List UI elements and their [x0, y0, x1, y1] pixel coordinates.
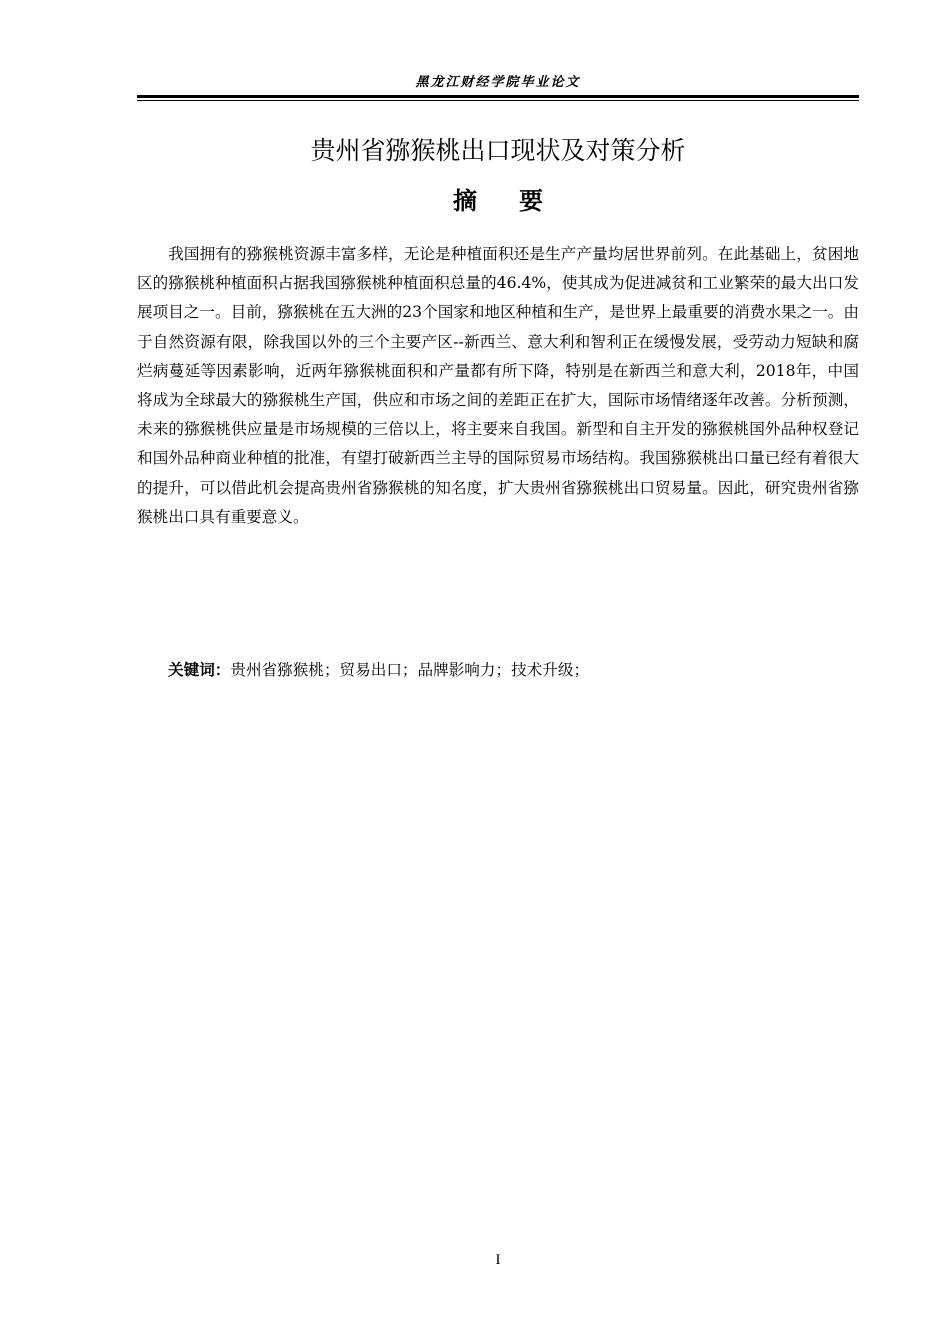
keywords-text: 贵州省猕猴桃；贸易出口；品牌影响力；技术升级； — [230, 661, 590, 679]
document-title: 贵州省猕猴桃出口现状及对策分析 — [310, 136, 686, 165]
abstract-body: 我国拥有的猕猴桃资源丰富多样，无论是种植面积还是生产产量均居世界前列。在此基础上，贫困地区的猕猴桃种植面积占据我国猕猴桃种植面积总量的46.4%，使其成为促进减贫和工业繁荣的最大出口发展项目之一。目前，猕猴桃在五大洲的23个国家和地区种植和生产，是世界上最重要的消费水果之一。由于自然资源有限，除我国以外的三个主要产区--新西兰、意大利和智利正在缓慢发展，受劳动力短缺和腐烂病蔓延等因素影响，近两年猕猴桃面积和产量都有所下降，特别是在新西兰和意大利，2018年，中国将成为全球最大的猕猴桃生产国，供应和市场之间的差距正在扩大，国际市场情绪逐年改善。分析预测，未来的猕猴桃供应量是市场规模的三倍以上，将主要来自我国。新型和自主开发的猕猴桃国外品种权登记和国外品种商业种植的批准，有望打破新西兰主导的国际贸易市场结构。我国猕猴桃出口量已经有着很大的提升，可以借此机会提高贵州省猕猴桃的知名度，扩大贵州省猕猴桃出口贸易量。因此，研究贵州省猕猴桃出口具有重要意义。 — [137, 245, 859, 526]
keywords-label: 关键词： — [168, 661, 231, 679]
header-rule-thick — [137, 95, 859, 98]
header-rule-thin — [137, 100, 859, 101]
running-header: 黑龙江财经学院毕业论文 — [415, 75, 581, 90]
page-number: I — [495, 1252, 501, 1268]
abstract-heading: 摘要 — [453, 187, 585, 215]
keywords-line — [168, 657, 858, 683]
